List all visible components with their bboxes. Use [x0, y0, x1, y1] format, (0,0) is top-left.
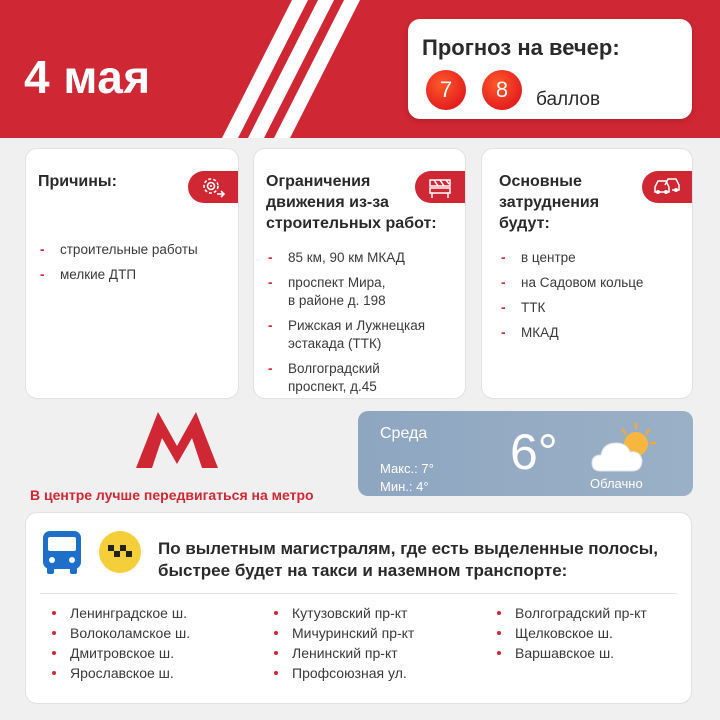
- forecast-panel: [408, 19, 692, 119]
- list-item: - на Садовом кольце: [499, 274, 643, 292]
- list-item: - строительные работы: [38, 241, 198, 259]
- score-badge: 8: [482, 70, 522, 110]
- weather-widget: [358, 411, 693, 496]
- list-item: - МКАД: [499, 324, 643, 342]
- transport-card: [25, 512, 692, 704]
- transport-advice: По вылетным магистралям, где есть выделенные полосы, быстрее будет на такси и наземном транспорте:: [158, 539, 658, 580]
- list-item: - Волгоградский проспект, д.45: [266, 360, 425, 396]
- list-item: - ТТК: [499, 299, 643, 317]
- list-item: Варшавское ш.: [495, 643, 647, 663]
- list-item: - мелкие ДТП: [38, 266, 198, 284]
- roads-column: [50, 603, 190, 683]
- list-item: Волгоградский пр-кт: [495, 603, 647, 623]
- difficulties-list: [499, 249, 643, 349]
- list-item: Ленинградское ш.: [50, 603, 190, 623]
- score-unit: баллов: [536, 89, 601, 110]
- card-title: Ограничения движения из-за строительных работ:: [266, 173, 437, 232]
- list-item: Щелковское ш.: [495, 623, 647, 643]
- causes-card: [25, 148, 239, 399]
- weather-desc: Облачно: [590, 476, 643, 491]
- list-item: Кутузовский пр-кт: [272, 603, 414, 623]
- score-badge: 7: [426, 70, 466, 110]
- metro-logo-icon: [134, 412, 220, 468]
- bus-icon: [40, 529, 84, 575]
- list-item: Ленинский пр-кт: [272, 643, 414, 663]
- date-title: 4 мая: [24, 51, 151, 103]
- cars-icon: [642, 171, 692, 203]
- taxi-icon: [98, 530, 142, 574]
- list-item: - 85 км, 90 км МКАД: [266, 249, 425, 267]
- restrictions-card: [253, 148, 466, 399]
- metro-caption: В центре лучше передвигаться на метро: [30, 487, 314, 503]
- divider: [40, 593, 677, 594]
- roads-column: [272, 603, 414, 683]
- road-barrier-icon: [415, 171, 465, 203]
- card-title: Причины:: [38, 173, 117, 190]
- list-item: Волоколамское ш.: [50, 623, 190, 643]
- list-item: Ярославское ш.: [50, 663, 190, 683]
- list-item: Дмитровское ш.: [50, 643, 190, 663]
- list-item: - Рижская и Лужнецкая эстакада (ТТК): [266, 317, 425, 353]
- list-item: - в центре: [499, 249, 643, 267]
- list-item: Профсоюзная ул.: [272, 663, 414, 683]
- list-item: Мичуринский пр-кт: [272, 623, 414, 643]
- difficulties-card: [481, 148, 693, 399]
- restrictions-list: [266, 249, 425, 403]
- forecast-title: Прогноз на вечер:: [422, 35, 620, 60]
- roads-column: [495, 603, 647, 663]
- weather-temp: 6°: [510, 424, 558, 480]
- gear-target-icon: [188, 171, 238, 203]
- list-item: - проспект Мира, в районе д. 198: [266, 274, 425, 310]
- causes-list: [38, 241, 198, 291]
- header-band: [0, 0, 720, 138]
- weather-min: Мин.: 4°: [380, 479, 429, 494]
- card-title: Основные затруднения будут:: [499, 173, 600, 232]
- weather-day: Среда: [380, 425, 428, 442]
- partly-cloudy-icon: [590, 419, 664, 477]
- weather-max: Макс.: 7°: [380, 461, 434, 476]
